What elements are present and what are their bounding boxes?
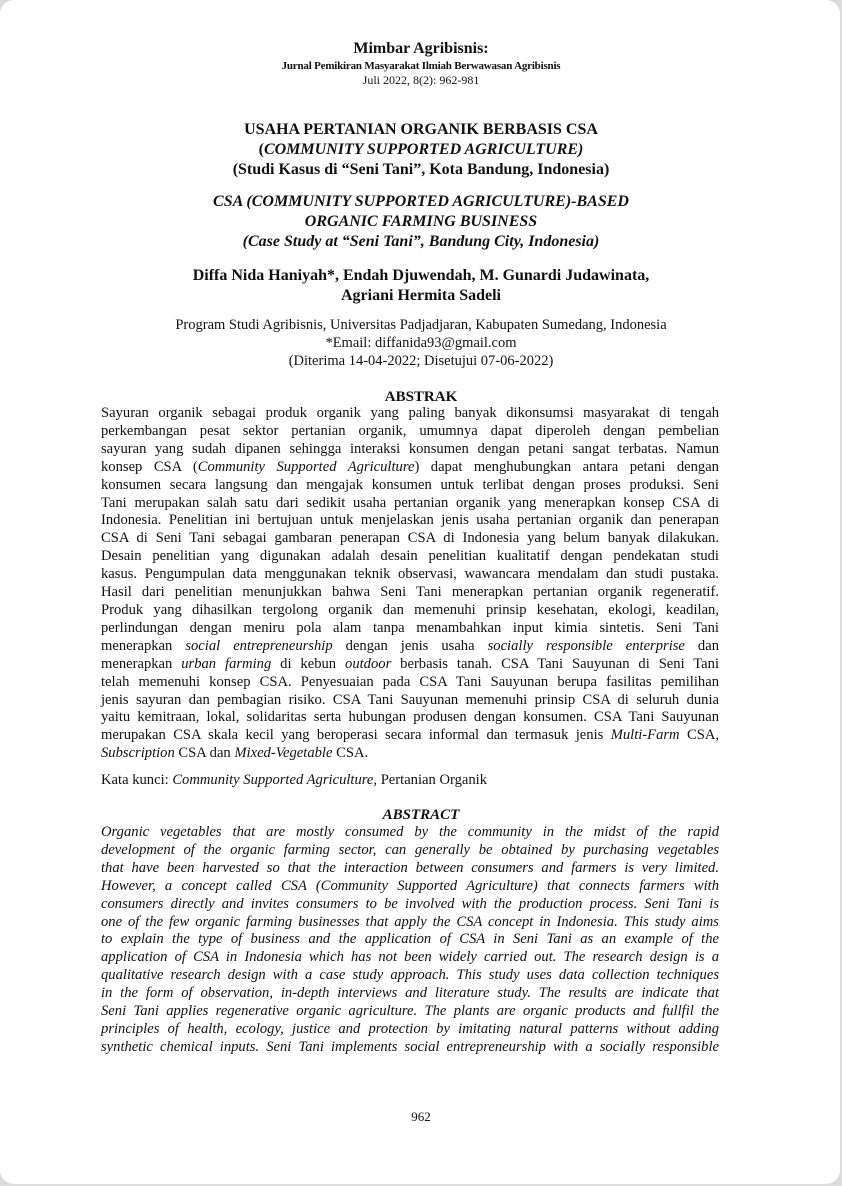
paragraph-line: to explain the type of business and the application of CSA in Seni Tani as an example of the — [101, 931, 719, 948]
abstract-heading: ABSTRACT — [382, 807, 460, 823]
paragraph-line: Tani merupakan salah satu dari sedikit usaha pertanian organik yang menerapkan konsep CSA di — [101, 494, 719, 511]
corresponding-email: *Email: diffanida93@gmail.com — [325, 335, 517, 351]
paragraph-line: merupakan CSA skala kecil yang beroperasi secara informal dan termasuk jenis Multi-Farm CSA, — [101, 727, 720, 744]
paragraph-line: in the form of observation, in-depth interviews and literature study. The results are indicate that — [101, 985, 719, 1002]
paragraph-line: kasus. Pengumpulan data menggunakan teknik observasi, wawancara mendalam dan studi pustaka. — [101, 566, 719, 583]
paragraph-line: Desain penelitian yang digunakan adalah desain penelitian kualitatif dengan pendekatan studi — [101, 548, 719, 565]
authors-line1: Diffa Nida Haniyah*, Endah Djuwendah, M. Gunardi Judawinata, — [192, 267, 650, 284]
paragraph-line: sayuran yang sudah dipanen sehingga interaksi konsumen dengan petani sangat terbatas. Namun — [101, 440, 719, 457]
authors — [0, 266, 842, 306]
paragraph-line: qualitative research design with a case study approach. This study uses data collection techniques — [101, 967, 719, 984]
paragraph-line: telah memenuhi konsep CSA. Penyesuaian pada CSA Tani Sauyunan berupa fasilitas pemilihan — [101, 673, 719, 690]
paragraph-line: CSA di Seni Tani sebagai gambaran penerapan CSA di Indonesia yang belum banyak dilakukan. — [101, 530, 719, 547]
paragraph-line: synthetic chemical inputs. Seni Tani implements social entrepreneurship with a socially responsible — [101, 1038, 719, 1055]
paragraph-line: Produk yang dihasilkan tergolong organik dan memenuhi prinsip kesehatan, ekologi, keadilan, — [101, 601, 719, 618]
paragraph-line: development of the organic farming sector, can generally be obtained by purchasing vegetables — [101, 841, 719, 858]
paragraph-line: application of CSA in Indonesia which has not been widely carried out. The research design is a — [101, 949, 719, 966]
title-id-paren: ( — [258, 141, 264, 158]
abstrak-heading: ABSTRAK — [384, 389, 458, 405]
paragraph-line: perlindungan dengan meniru pola alam tanpa menambahkan input kimia sintetis. Seni Tani — [101, 619, 719, 636]
abstrak-body — [101, 405, 719, 763]
paragraph-line: Subscription CSA dan Mixed-Vegetable CSA. — [101, 745, 369, 762]
paragraph-line: principles of health, ecology, justice and protection by imitating natural patterns without adding — [101, 1020, 719, 1037]
paragraph-line: one of the few organic farming businesses that apply the CSA concept in Indonesia. This study aims — [101, 913, 719, 930]
title-indonesian — [0, 120, 842, 180]
title-en-line1: CSA (COMMUNITY SUPPORTED AGRICULTURE)-BASED — [213, 193, 629, 210]
paragraph-line: Hasil dari penelitian menunjukkan bahwa Seni Tani menerapkan pertanian organik regeneratif. — [101, 584, 719, 601]
paragraph-line: konsumen secara langsung dan mengajak konsumen untuk terlibat dengan proses produksi. Seni — [101, 476, 719, 493]
title-en-line3: (Case Study at “Seni Tani”, Bandung City, Indonesia) — [242, 233, 600, 250]
affiliation — [0, 316, 842, 370]
title-id-line3: (Studi Kasus di “Seni Tani”, Kota Bandung, Indonesia) — [232, 161, 610, 178]
paragraph-line: However, a concept called CSA (Community Supported Agriculture) that connects farmers with — [101, 877, 719, 894]
journal-subtitle: Jurnal Pemikiran Masyarakat Ilmiah Berwawasan Agribisnis — [281, 60, 561, 72]
title-en-line2: ORGANIC FARMING BUSINESS — [304, 213, 538, 230]
keywords-label: Kata kunci: — [101, 772, 173, 788]
submission-dates: (Diterima 14-04-2022; Disetujui 07-06-2022) — [288, 353, 554, 369]
paragraph-line: konsep CSA (Community Supported Agriculture) dapat menghubungkan antara petani dengan — [101, 458, 719, 475]
title-id-italic: COMMUNITY SUPPORTED AGRICULTURE) — [263, 141, 584, 158]
authors-line2: Agriani Hermita Sadeli — [341, 287, 501, 304]
paragraph-line: perkembangan pesat sektor pertanian organik, umumnya dapat diperoleh dengan pembelian — [101, 422, 719, 439]
keywords-italic-term: Community Supported Agriculture, — [172, 772, 378, 788]
paragraph-line: Sayuran organik sebagai produk organik yang paling banyak dikonsumsi masyarakat di tengah — [101, 405, 719, 421]
paragraph-line: Seni Tani applies regenerative organic agriculture. The plants are organic products and fullfil the — [101, 1003, 719, 1020]
keywords-rest: Pertanian Organik — [377, 772, 488, 788]
paragraph-line: yaitu kemitraan, lokal, solidaritas serta hubungan produsen dengan konsumen. CSA Tani Sauyunan — [101, 709, 719, 726]
paragraph-line: consumers directly and invites consumers to be involved with the production process. Seni Tani is — [101, 895, 719, 912]
page-number: 962 — [411, 1109, 431, 1124]
keywords — [101, 771, 487, 789]
journal-name: Mimbar Agribisnis: — [353, 40, 489, 57]
paragraph-line: that have been harvested so that the interaction between consumers and farmers is very limited. — [101, 859, 719, 876]
title-id-line2 — [0, 140, 842, 160]
paragraph-line: Organic vegetables that are mostly consumed by the community in the midst of the rapid — [101, 824, 719, 840]
affiliation-institution: Program Studi Agribisnis, Universitas Padjadjaran, Kabupaten Sumedang, Indonesia — [175, 317, 667, 333]
title-english — [0, 192, 842, 252]
journal-issue: Juli 2022, 8(2): 962-981 — [362, 73, 480, 87]
paragraph-line: Indonesia. Penelitian ini bertujuan untuk menjelaskan jenis usaha pertanian organik dan penerapan — [101, 512, 719, 529]
paragraph-line: menerapkan urban farming di kebun outdoor berbasis tanah. CSA Tani Sauyunan di Seni Tani — [101, 655, 720, 672]
paragraph-line: menerapkan social entrepreneurship dengan jenis usaha socially responsible enterprise dan — [101, 637, 719, 654]
abstract-body — [101, 824, 719, 1057]
paragraph-line: jenis sayuran dan pembagian risiko. CSA Tani Sauyunan memenuhi prinsip CSA di seluruh dunia — [101, 691, 719, 708]
title-id-line1: USAHA PERTANIAN ORGANIK BERBASIS CSA — [244, 121, 598, 138]
